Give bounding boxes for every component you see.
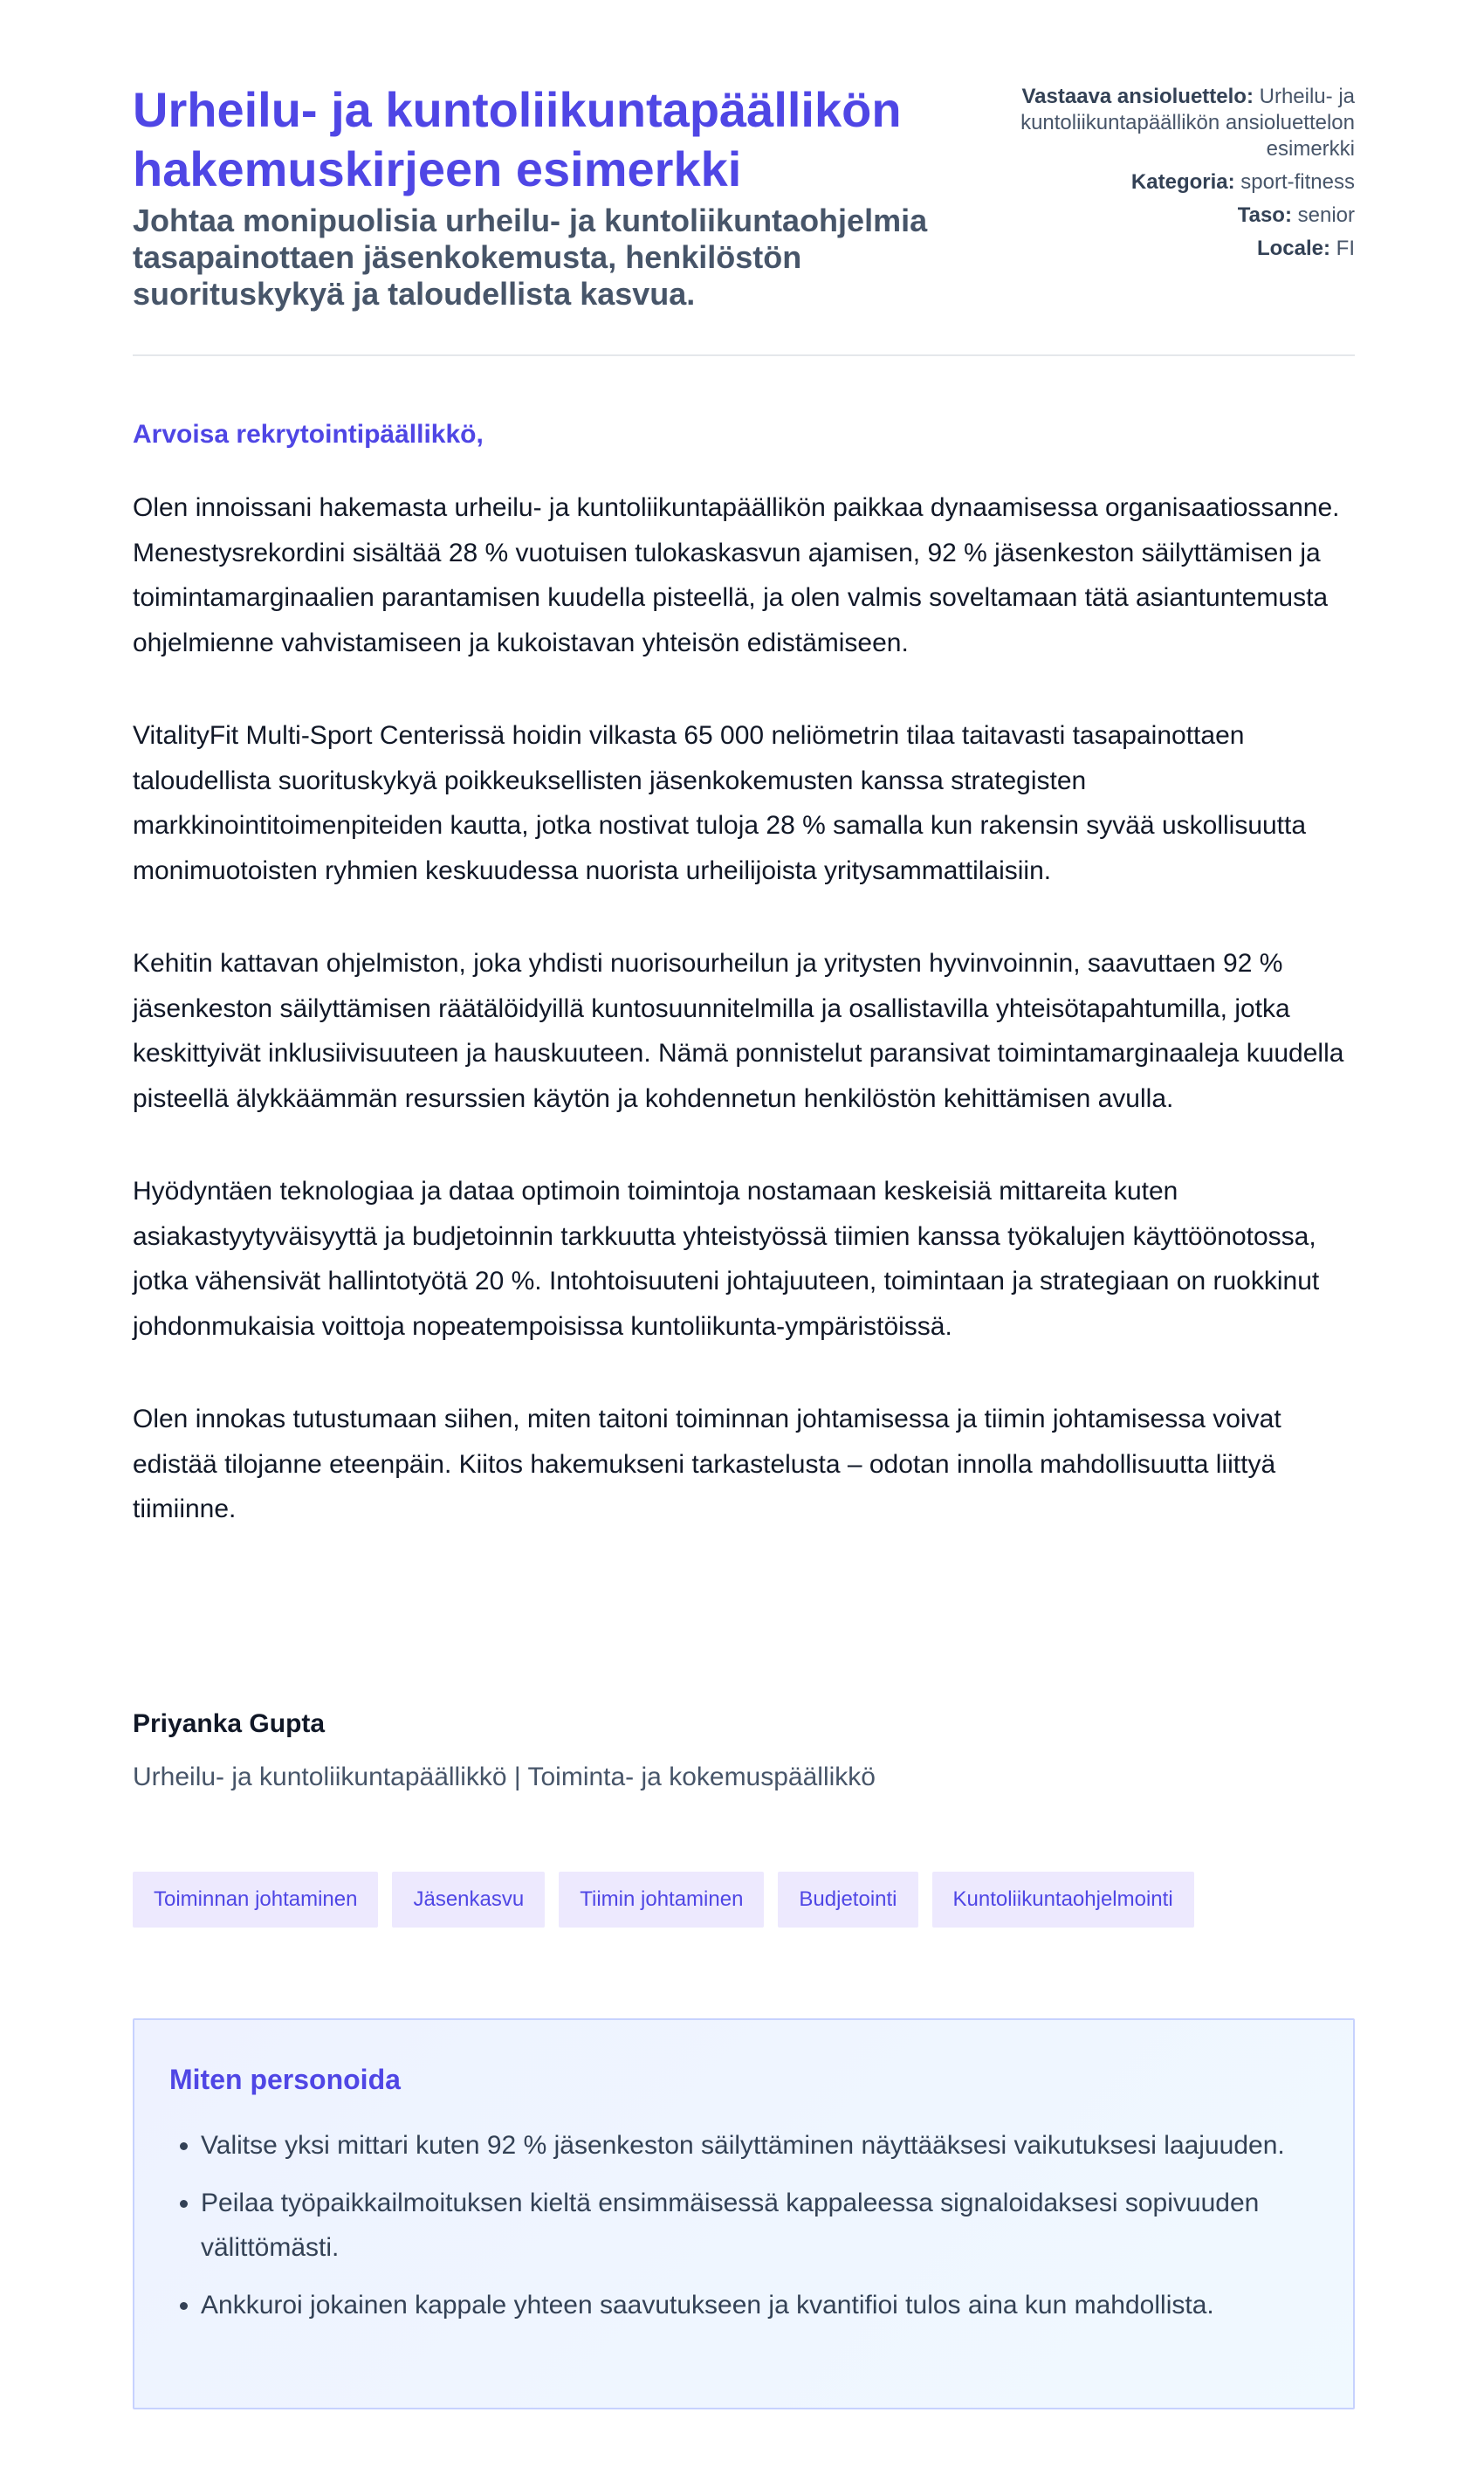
skill-tag[interactable]: Jäsenkasvu: [392, 1872, 545, 1928]
letter-paragraph: Kehitin kattavan ohjelmiston, joka yhdisti nuorisourheilun ja yritysten hyvinvoinnin, saavuttaen 92 % jäsenkeston säilyttämisen räätälöidyillä kuntosuunnitelmilla ja osallistavilla yhteisötapahtumilla, jotka keskittyivät inklusiivisuuteen ja hauskuuteen. Nämä ponnistelut paransivat toimintamarginaaleja kuudella pisteellä älykkäämmän resurssien käytön ja kohdennetun henkilöstön kehittämisen avulla.: [133, 949, 1344, 1113]
header-divider: [133, 354, 1355, 356]
meta-category-value: sport-fitness: [1240, 170, 1355, 194]
skill-tag[interactable]: Toiminnan johtaminen: [133, 1872, 378, 1928]
tip-item: • Peilaa työpaikkailmoituksen kieltä ensimmäisessä kappaleessa signaloidaksesi sopivuuden välittömästi.: [201, 2181, 1336, 2270]
meta-locale: [988, 236, 1355, 262]
meta-category-key: Kategoria:: [1130, 170, 1235, 194]
letter-paragraph: Olen innokas tutustumaan siihen, miten taitoni toiminnan johtamisessa ja tiimin johtamisessa voivat edistää tilojanne eteenpäin. Kiitos hakemukseni tarkastelusta – odotan innolla mahdollisuutta liittyä tiimiinne.: [133, 1405, 1281, 1523]
tip-item: • Ankkuroi jokainen kappale yhteen saavutukseen ja kvantifioi tulos aina kun mahdollista.: [201, 2283, 1336, 2327]
skill-tags: [133, 1872, 1194, 1928]
skill-tag[interactable]: Tiimin johtaminen: [559, 1872, 764, 1928]
skill-tag[interactable]: Kuntoliikuntaohjelmointi: [932, 1872, 1194, 1928]
meta-locale-key: Locale:: [1256, 237, 1330, 260]
letter-salutation: Arvoisa rekrytointipäällikkö,: [133, 420, 484, 449]
meta-category: [988, 169, 1355, 196]
personalization-tips-box: [133, 2018, 1355, 2409]
letter-body: [133, 485, 1355, 1580]
tips-list: [169, 2123, 1336, 2340]
meta-level-key: Taso:: [1237, 203, 1292, 227]
letter-paragraph: Hyödyntäen teknologiaa ja dataa optimoin toimintoja nostamaan keskeisiä mittareita kuten asiakastyytyväisyyttä ja budjetoinnin tarkkuutta yhteistyössä tiimien kanssa työkalujen käyttöönotossa, jotka vähensivät hallintotyötä 20 %. Intohtoisuuteni johtajuuteen, toimintaan ja strategiaan on ruokkinut johdonmukaisia voittoja nopeatempoisissa kuntoliikunta-ympäristöissä.: [133, 1177, 1320, 1341]
meta-resume-key: Vastaava ansioluettelo:: [1021, 85, 1254, 108]
meta-resume-value[interactable]: Urheilu- ja kuntoliikuntapäällikön ansioluettelon esimerkki: [1020, 85, 1355, 161]
meta-resume: [988, 84, 1355, 162]
meta-level: [988, 203, 1355, 229]
page-title: Urheilu- ja kuntoliikuntapäällikön hakemuskirjeen esimerkki: [133, 82, 902, 196]
signature-name: Priyanka Gupta: [133, 1709, 326, 1738]
letter-paragraph: Olen innoissani hakemasta urheilu- ja kuntoliikuntapäällikön paikkaa dynaamisessa organisaatiossanne. Menestysrekordini sisältää 28 % vuotuisen tulokaskasvun ajamisen, 92 % jäsenkeston säilyttämisen ja toimintamarginaalien parantamisen kuudella pisteellä, ja olen valmis soveltamaan tätä asiantuntemusta ohjelmienne vahvistamiseen ja kukoistavan yhteisön edistämiseen.: [133, 493, 1340, 657]
skill-tag[interactable]: Budjetointi: [778, 1872, 917, 1928]
meta-level-value: senior: [1297, 203, 1355, 227]
letter-paragraph: VitalityFit Multi-Sport Centerissä hoidin vilkasta 65 000 neliömetrin tilaa taitavasti tasapainottaen taloudellista suorituskykyä poikkeuksellisten jäsenkokemusten kanssa strategisten markkinointitoimenpiteiden kautta, jotka nostivat tuloja 28 % samalla kun rakensin syvää uskollisuutta monimuotoisten ryhmien keskuudessa nuorista urheilijoista yritysammattilaisiin.: [133, 721, 1307, 885]
tips-title: Miten personoida: [169, 2064, 401, 2095]
meta-panel: [988, 84, 1355, 269]
signature-title: Urheilu- ja kuntoliikuntapäällikkö | Toiminta- ja kokemuspäällikkö: [133, 1763, 876, 1791]
page-subtitle: Johtaa monipuolisia urheilu- ja kuntoliikuntaohjelmia tasapainottaen jäsenkokemusta, henkilöstön suorituskykyä ja taloudellista kasvua.: [133, 203, 928, 312]
tip-item: • Valitse yksi mittari kuten 92 % jäsenkeston säilyttäminen näyttääksesi vaikutuksesi laajuuden.: [201, 2123, 1336, 2168]
meta-locale-value: FI: [1336, 237, 1355, 260]
